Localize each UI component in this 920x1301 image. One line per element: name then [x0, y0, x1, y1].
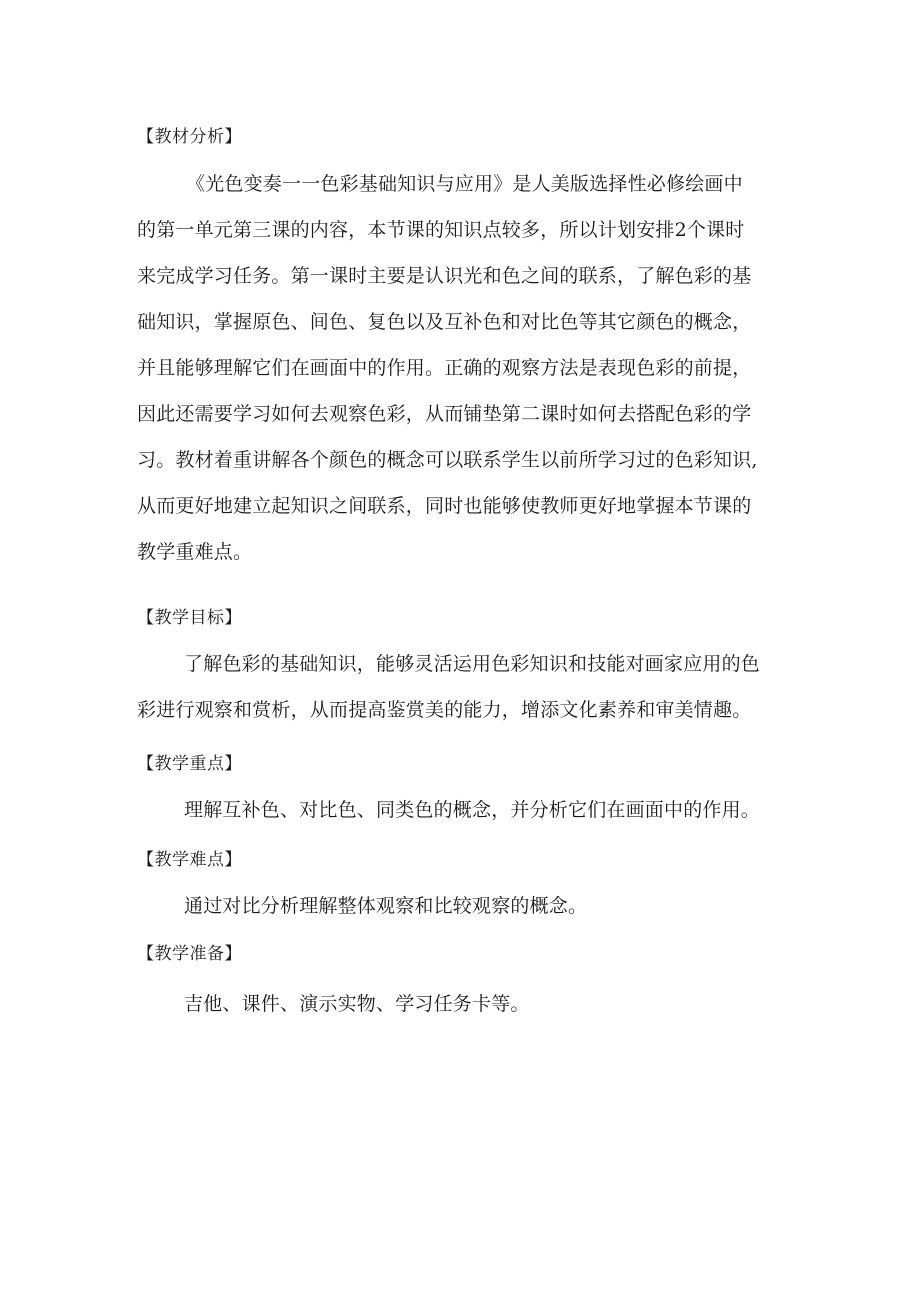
- paragraph-line: 理解互补色、对比色、同类色的概念，并分析它们在画面中的作用。: [184, 799, 761, 821]
- paragraph-line: 并且能够理解它们在画面中的作用。正确的观察方法是表现色彩的前提，: [137, 357, 752, 379]
- paragraph-line: 教学重难点。: [137, 541, 253, 563]
- section-heading-teaching-goals: 【教学目标】: [137, 608, 242, 628]
- paragraph-line: 的第一单元第三课的内容，本节课的知识点较多，所以计划安排2个课时: [137, 219, 745, 241]
- paragraph-line: 通过对比分析理解整体观察和比较观察的概念。: [184, 895, 588, 917]
- section-heading-difficult-points: 【教学难点】: [137, 850, 242, 870]
- paragraph-line: 从而更好地建立起知识之间联系，同时也能够使教师更好地掌握本节课的: [137, 495, 752, 517]
- paragraph-line: 《光色变奏一一色彩基础知识与应用》是人美版选择性必修绘画中: [186, 173, 743, 195]
- paragraph-line: 彩进行观察和赏析，从而提高鉴赏美的能力，增添文化素养和审美情趣。: [137, 699, 752, 721]
- paragraph-line: 习。教材着重讲解各个颜色的概念可以联系学生以前所学习过的色彩知识,: [137, 449, 758, 471]
- section-heading-teaching-preparation: 【教学准备】: [137, 944, 242, 964]
- section-heading-textbook-analysis: 【教材分析】: [137, 127, 242, 147]
- section-heading-key-points: 【教学重点】: [137, 754, 242, 774]
- paragraph-line: 因此还需要学习如何去观察色彩，从而铺垫第二课时如何去搭配色彩的学: [137, 403, 752, 425]
- paragraph-line: 础知识，掌握原色、间色、复色以及互补色和对比色等其它颜色的概念，: [137, 311, 752, 333]
- paragraph-line: 了解色彩的基础知识，能够灵活运用色彩知识和技能对画家应用的色: [184, 653, 761, 675]
- paragraph-line: 来完成学习任务。第一课时主要是认识光和色之间的联系，了解色彩的基: [137, 265, 752, 287]
- paragraph-line: 吉他、课件、演示实物、学习任务卡等。: [184, 993, 530, 1015]
